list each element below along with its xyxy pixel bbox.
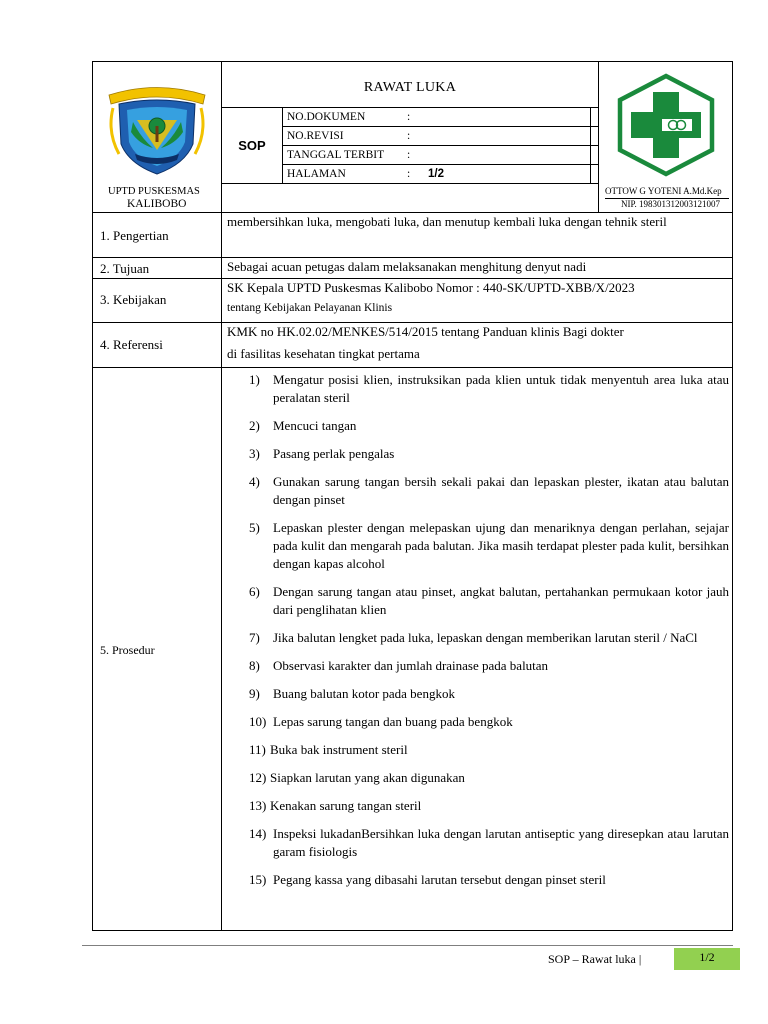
step-text: Pegang kassa yang dibasahi larutan tersebut dengan pinset steril (273, 872, 606, 887)
list-item (249, 685, 729, 703)
step-text: Pasang perlak pengalas (273, 446, 395, 461)
kabupaten-emblem-icon (93, 62, 222, 183)
footer-divider (82, 945, 733, 946)
footer-text: SOP – Rawat luka | (548, 952, 642, 966)
step-number: 2) (249, 418, 260, 433)
step-number: 6) (249, 584, 260, 599)
list-item (249, 871, 729, 889)
doc-row-halaman (283, 165, 598, 184)
step-number: 13) (249, 798, 267, 813)
sop-header-table (92, 61, 733, 213)
pengertian-label: 1. Pengertian (100, 228, 169, 243)
row-label-cell (93, 368, 222, 931)
tujuan-label: 2. Tujuan (100, 261, 150, 276)
footer-page-badge: 1/2 (674, 948, 740, 970)
step-number: 15) (249, 872, 267, 887)
row-pengertian (93, 213, 732, 258)
step-text: Lepaskan plester dengan melepaskan ujung dan menariknya dengan perlahan, sejajar pada kulit dan mengarah pada balutan. Jika masih terdapat plester pada kulit, bersihkan dengan kapas alcohol (273, 520, 729, 571)
doc-field-value: 1/2 (428, 168, 444, 180)
step-number: 8) (249, 658, 260, 673)
kebijakan-label: 3. Kebijakan (100, 292, 167, 307)
list-item (249, 445, 729, 463)
doc-row-revisi (283, 127, 598, 146)
step-text: Gunakan sarung tangan bersih sekali pakai dan lepaskan plester, ikatan atau balutan dengan pinset (273, 474, 729, 507)
row-tujuan (93, 258, 732, 279)
row-label-cell (93, 323, 222, 367)
doc-divider (590, 108, 591, 184)
unit-name-cell (93, 183, 222, 213)
left-logo-cell (93, 62, 222, 183)
kebijakan-line-1: SK Kepala UPTD Puskesmas Kalibobo Nomor : 440-SK/UPTD-XBB/X/2023 (227, 280, 635, 295)
document-info-table (283, 108, 598, 184)
step-number: 7) (249, 630, 260, 645)
signer-name: OTTOW G YOTENI A.Md.Kep (605, 185, 729, 199)
list-item (249, 629, 729, 647)
step-number: 5) (249, 520, 260, 535)
right-logo-cell (599, 62, 733, 183)
tujuan-text: Sebagai acuan petugas dalam melaksanakan menghitung denyut nadi (227, 259, 587, 274)
list-item (249, 417, 729, 435)
signer-nip: NIP. 198301312003121007 (621, 199, 721, 209)
row-label-cell (93, 213, 222, 257)
doc-field-colon: : (407, 149, 411, 161)
list-item (249, 769, 729, 787)
doc-field-label: NO.REVISI (287, 130, 344, 142)
kebijakan-line-2: tentang Kebijakan Pelayanan Klinis (227, 302, 393, 314)
sop-label: SOP (222, 108, 283, 184)
doc-field-colon: : (407, 111, 411, 123)
row-referensi (93, 323, 732, 368)
step-text: Lepas sarung tangan dan buang pada bengkok (273, 714, 513, 729)
document-title: RAWAT LUKA (222, 62, 598, 108)
list-item (249, 825, 729, 861)
step-text: Buang balutan kotor pada bengkok (273, 686, 455, 701)
doc-row-nomor (283, 108, 598, 127)
row-kebijakan (93, 279, 732, 323)
list-item (249, 473, 729, 509)
row-label-cell (93, 258, 222, 278)
step-number: 1) (249, 372, 260, 387)
referensi-line-1: KMK no HK.02.02/MENKES/514/2015 tentang Panduan klinis Bagi dokter (227, 324, 624, 339)
list-item (249, 519, 729, 573)
list-item (249, 583, 729, 619)
list-item (249, 741, 729, 759)
doc-field-colon: : (407, 168, 411, 180)
step-text: Kenakan sarung tangan steril (270, 798, 422, 813)
list-item (249, 657, 729, 675)
step-text: Buka bak instrument steril (270, 742, 408, 757)
header-middle (222, 62, 598, 213)
doc-field-label: TANGGAL TERBIT (287, 149, 385, 161)
referensi-cell (227, 323, 729, 367)
header-right (598, 62, 733, 213)
step-text: Observasi karakter dan jumlah drainase pada balutan (273, 658, 549, 673)
signer-cell (599, 183, 733, 213)
doc-field-label: HALAMAN (287, 168, 346, 180)
step-number: 4) (249, 474, 260, 489)
puskesmas-logo-icon (599, 62, 733, 183)
prosedur-steps-list (249, 371, 729, 899)
step-number: 9) (249, 686, 260, 701)
doc-row-tanggal (283, 146, 598, 165)
referensi-line-2: di fasilitas kesehatan tingkat pertama (227, 346, 420, 361)
step-number: 14) (249, 826, 267, 841)
referensi-label: 4. Referensi (100, 337, 163, 352)
pengertian-text: membersihkan luka, mengobati luka, dan menutup kembali luka dengan tehnik steril (227, 214, 667, 229)
unit-line-2: KALIBOBO (127, 198, 187, 210)
prosedur-label: 5. Prosedur (100, 643, 155, 657)
step-text: Jika balutan lengket pada luka, lepaskan dengan memberikan larutan steril / NaCl (273, 630, 698, 645)
step-text: Dengan sarung tangan atau pinset, angkat balutan, pertahankan permukaan kotor jauh dari penglihatan klien (273, 584, 729, 617)
step-text: Mengatur posisi klien, instruksikan pada klien untuk tidak menyentuh area luka atau peralatan steril (273, 372, 729, 405)
step-text: Mencuci tangan (273, 418, 357, 433)
doc-field-colon: : (407, 130, 411, 142)
row-label-cell (93, 279, 222, 322)
kebijakan-cell (227, 279, 729, 322)
step-text: Inspeksi lukadanBersihkan luka dengan larutan antiseptic yang diresepkan atau larutan garam fisiologis (273, 826, 729, 859)
unit-line-1: UPTD PUSKESMAS (108, 186, 200, 197)
step-number: 10) (249, 714, 267, 729)
step-number: 3) (249, 446, 260, 461)
step-number: 12) (249, 770, 267, 785)
list-item (249, 713, 729, 731)
list-item (249, 371, 729, 407)
step-text: Siapkan larutan yang akan digunakan (270, 770, 465, 785)
step-number: 11) (249, 742, 266, 757)
sop-content-table (92, 213, 733, 931)
row-prosedur (93, 368, 732, 931)
doc-field-label: NO.DOKUMEN (287, 111, 366, 123)
list-item (249, 797, 729, 815)
